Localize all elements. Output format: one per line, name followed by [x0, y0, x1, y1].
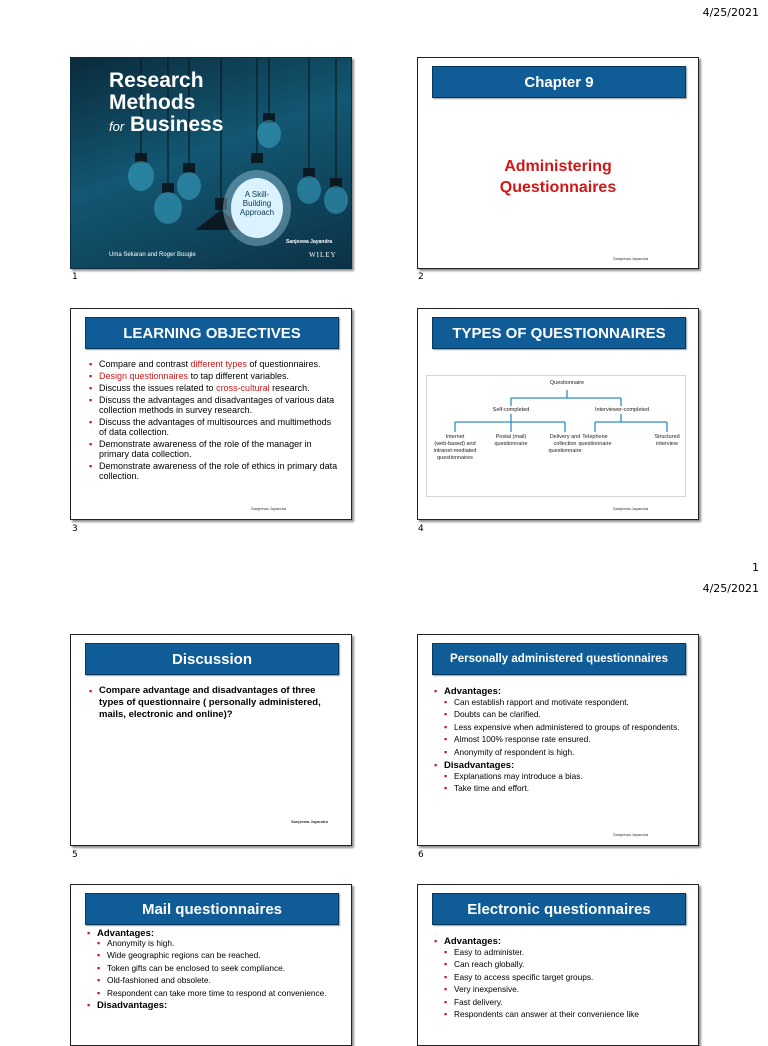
- slide-number-5: 5: [72, 850, 78, 860]
- objective-item: ▪ Demonstrate awareness of the role of the manager in primary data collection.: [89, 439, 339, 459]
- advantage-item: ▪ Wide geographic regions can be reached.: [87, 951, 339, 961]
- slide-2-chapter: [417, 57, 699, 269]
- advantage-item: ▪ Can reach globally.: [434, 960, 686, 970]
- advantage-item: ▪ Respondent can take more time to respond at convenience.: [87, 989, 339, 999]
- advantage-item: ▪ Very inexpensive.: [434, 985, 686, 995]
- advantage-item: ▪ Anonymity is high.: [87, 939, 339, 949]
- page-date-mid: 4/25/2021: [702, 582, 759, 595]
- cover-bulb-text-2: Building: [242, 199, 272, 208]
- disadvantage-item: ▪ Take time and effort.: [434, 784, 686, 794]
- slide-4-title: TYPES OF QUESTIONNAIRES: [432, 317, 686, 349]
- advantages-heading: ▪ Advantages:: [434, 687, 686, 697]
- advantage-item: ▪ Token gifts can be enclosed to seek compliance.: [87, 964, 339, 974]
- slide-number-6: 6: [418, 850, 424, 860]
- disadvantages-heading: ▪ Disadvantages:: [87, 1001, 339, 1011]
- advantage-item: ▪ Easy to access specific target groups.: [434, 973, 686, 983]
- advantage-item: ▪ Respondents can answer at their convenience like: [434, 1010, 686, 1020]
- page-number: 1: [752, 561, 759, 574]
- slide-8-title: Electronic questionnaires: [432, 893, 686, 925]
- slide-3-title: LEARNING OBJECTIVES: [85, 317, 339, 349]
- slide-8-electronic: [417, 884, 699, 1046]
- slide-4-types: [417, 308, 699, 520]
- tree-leaf-postal: Postal (mail) questionnaire: [494, 434, 528, 447]
- advantages-heading: ▪ Advantages:: [434, 937, 686, 947]
- cover-title-business: Business: [130, 113, 224, 136]
- cover-bulb-text-3: Approach: [239, 208, 275, 217]
- slide-number-3: 3: [72, 524, 78, 534]
- page-date-top: 4/25/2021: [702, 6, 759, 19]
- electronic-list: [434, 937, 686, 1020]
- advantage-item: ▪ Can establish rapport and motivate respondent.: [434, 698, 686, 708]
- tree-self-completed: Self-completed: [492, 407, 530, 413]
- slide-number-4: 4: [418, 524, 424, 534]
- slide-2-title: Chapter 9: [432, 66, 686, 98]
- slide-1-cover: [70, 57, 352, 269]
- tree-leaf-structured: Structured interview: [654, 434, 680, 447]
- tree-leaf-delivery: Delivery and collection questionnaire: [548, 434, 582, 454]
- objective-item: ▪ Discuss the advantages and disadvantages of various data collection methods in survey research.: [89, 395, 339, 415]
- cover-title-research: Research: [109, 69, 204, 92]
- advantage-item: ▪ Almost 100% response rate ensured.: [434, 735, 686, 745]
- cover-bulb-text-1: A Skill-: [244, 190, 270, 199]
- discussion-item: ▪ Compare advantage and disadvantages of three types of questionnaire ( personally administered, mails, electronic and online)?: [89, 685, 339, 721]
- slide-3-signature: Sanjeewa Jayandra: [251, 506, 287, 511]
- mail-list: [87, 929, 339, 1011]
- objectives-list: [89, 359, 339, 483]
- slide-number-2: 2: [418, 272, 424, 282]
- cover-title-methods: Methods: [109, 91, 196, 114]
- slide-4-signature: Sanjeewa Jayandra: [613, 506, 649, 511]
- cover-publisher: WILEY: [309, 251, 337, 259]
- tree-interviewer-completed: Interviewer-completed: [594, 407, 650, 413]
- cover-presenter: Sanjeewa Jayandra: [286, 239, 333, 245]
- advantage-item: ▪ Anonymity of respondent is high.: [434, 748, 686, 758]
- objective-item: ▪ Discuss the issues related to cross-cultural research.: [89, 383, 339, 393]
- advantage-item: ▪ Old-fashioned and obsolete.: [87, 976, 339, 986]
- advantages-heading: ▪ Advantages:: [87, 929, 339, 939]
- personal-list: [434, 687, 686, 794]
- chapter-heading-line-1: Administering: [504, 158, 612, 175]
- questionnaire-tree-diagram: [426, 375, 686, 497]
- advantage-item: ▪ Doubts can be clarified.: [434, 710, 686, 720]
- tree-leaf-telephone: Telephone questionnaire: [578, 434, 612, 447]
- slide-2-signature: Sanjeewa Jayandra: [613, 256, 649, 261]
- slide-7-mail: [70, 884, 352, 1046]
- slide-5-signature: Sanjeewa Jayandra: [291, 819, 328, 824]
- disadvantages-heading: ▪ Disadvantages:: [434, 761, 686, 771]
- objective-item: ▪ Design questionnaires to tap different variables.: [89, 371, 339, 381]
- slide-5-discussion: [70, 634, 352, 846]
- cover-title-for: for: [109, 119, 125, 134]
- tree-root: Questionnaire: [549, 380, 585, 386]
- slide-6-signature: Sanjeewa Jayandra: [613, 832, 649, 837]
- objective-item: ▪ Discuss the advantages of multisources and multimethods of data collection.: [89, 417, 339, 437]
- slide-3-objectives: [70, 308, 352, 520]
- tree-leaf-internet: Internet (web-based) and intranet-mediated questionnaires: [433, 434, 477, 461]
- advantage-item: ▪ Easy to administer.: [434, 948, 686, 958]
- slide-number-1: 1: [72, 272, 78, 282]
- slide-6-title: Personally administered questionnaires: [432, 643, 686, 675]
- slide-6-personal: [417, 634, 699, 846]
- objective-item: ▪ Demonstrate awareness of the role of ethics in primary data collection.: [89, 461, 339, 481]
- slide-7-title: Mail questionnaires: [85, 893, 339, 925]
- chapter-heading-line-2: Questionnaires: [499, 179, 617, 196]
- discussion-list: [89, 685, 339, 721]
- advantage-item: ▪ Less expensive when administered to groups of respondents.: [434, 723, 686, 733]
- disadvantage-item: ▪ Explanations may introduce a bias.: [434, 772, 686, 782]
- cover-authors: Uma Sekaran and Roger Bougie: [109, 252, 196, 258]
- objective-item: ▪ Compare and contrast different types of questionnaires.: [89, 359, 339, 369]
- advantage-item: ▪ Fast delivery.: [434, 998, 686, 1008]
- slide-5-title: Discussion: [85, 643, 339, 675]
